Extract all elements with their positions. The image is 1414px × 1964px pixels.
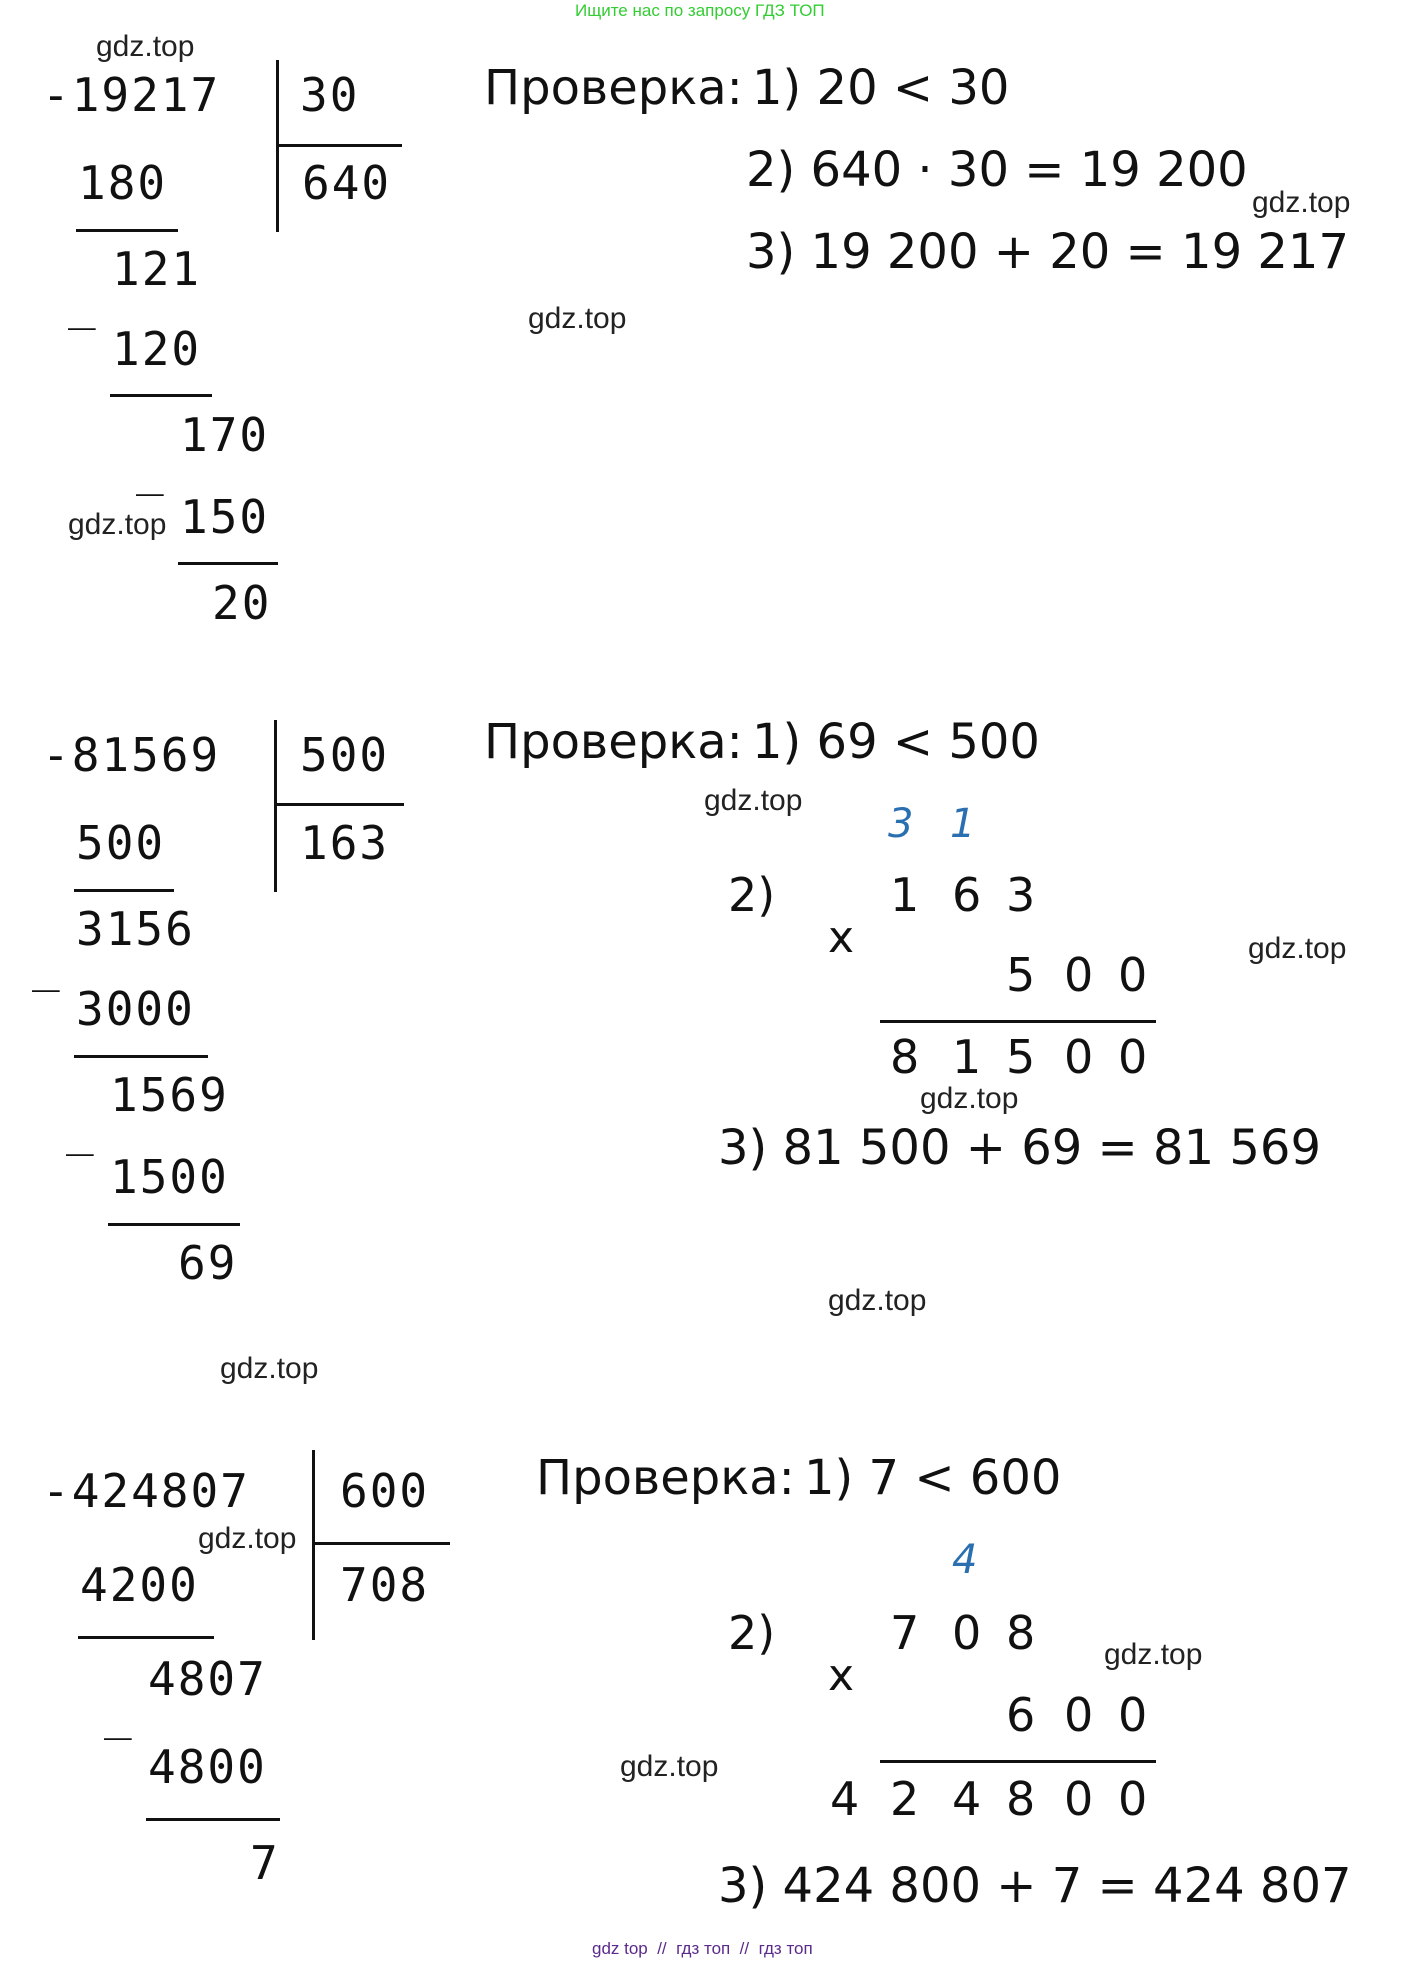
product-digit: 0	[1118, 1772, 1148, 1826]
multiplicand-digit: 8	[1006, 1606, 1036, 1660]
divisor: 500	[300, 728, 390, 782]
carry-digit: 1	[950, 801, 976, 847]
division-bar-horizontal	[314, 1542, 450, 1545]
header-link[interactable]: Ищите нас по запросу ГДЗ ТОП	[575, 1, 825, 20]
multiplier-digit: 0	[1064, 1688, 1094, 1742]
watermark: gdz.top	[68, 508, 167, 541]
step-underline	[78, 1636, 214, 1639]
minus-sign: _	[66, 1102, 96, 1156]
product-digit: 1	[952, 1030, 982, 1084]
step-subtrahend: 500	[76, 816, 166, 870]
step-underline	[178, 562, 278, 565]
check-step-2: 2) 640 · 30 = 19 200	[746, 142, 1248, 198]
watermark: gdz.top	[920, 1082, 1019, 1115]
multiplication-line	[880, 1760, 1156, 1763]
quotient: 640	[302, 156, 392, 210]
step-subtrahend: 1500	[110, 1150, 229, 1204]
step-underline	[108, 1223, 240, 1226]
product-digit: 8	[1006, 1772, 1036, 1826]
step-underline	[74, 1055, 208, 1058]
watermark: gdz.top	[828, 1284, 927, 1317]
step-remainder: 170	[180, 408, 270, 462]
minus-sign: _	[32, 938, 62, 992]
division-bar-horizontal	[276, 803, 404, 806]
division-bar-vertical	[312, 1450, 315, 1640]
check-step-1: 1) 69 < 500	[752, 714, 1040, 770]
minus-sign: _	[136, 442, 166, 496]
check-title: Проверка:	[536, 1450, 795, 1506]
step-underline	[110, 394, 212, 397]
step-subtrahend: 120	[112, 322, 202, 376]
product-digit: 4	[952, 1772, 982, 1826]
final-remainder: 69	[178, 1236, 238, 1290]
divisor: 30	[300, 68, 360, 122]
step-remainder: 1569	[110, 1068, 229, 1122]
product-digit: 0	[1064, 1772, 1094, 1826]
product-digit: 5	[1006, 1030, 1036, 1084]
multiplier-digit: 6	[1006, 1688, 1036, 1742]
step-subtrahend: 3000	[76, 982, 195, 1036]
divisor: 600	[340, 1464, 430, 1518]
check-step-3: 3) 424 800 + 7 = 424 807	[718, 1858, 1352, 1914]
multiplicand-digit: 3	[1006, 868, 1036, 922]
multiplier-digit: 0	[1118, 1688, 1148, 1742]
carry-digit: 3	[888, 801, 914, 847]
division-bar-horizontal	[278, 144, 402, 147]
step-underline	[146, 1818, 280, 1821]
multiplier-digit: 0	[1118, 948, 1148, 1002]
step-remainder: 4807	[148, 1652, 267, 1706]
multiplicand-digit: 7	[890, 1606, 920, 1660]
check-step-1: 1) 20 < 30	[752, 60, 1010, 116]
final-remainder: 7	[250, 1836, 280, 1890]
watermark: gdz.top	[1252, 186, 1351, 219]
division-bar-vertical	[274, 720, 277, 892]
check-title: Проверка:	[484, 714, 743, 770]
multiplication-line	[880, 1020, 1156, 1023]
final-remainder: 20	[212, 576, 272, 630]
check-step-3: 3) 19 200 + 20 = 19 217	[746, 224, 1349, 280]
multiplicand-digit: 0	[952, 1606, 982, 1660]
dividend: -424807	[42, 1464, 250, 1518]
quotient: 708	[340, 1558, 430, 1612]
multiplicand-digit: 6	[952, 868, 982, 922]
watermark: gdz.top	[528, 302, 627, 335]
multiply-sign: x	[828, 1650, 855, 1701]
step-subtrahend: 4800	[148, 1740, 267, 1794]
check-title: Проверка:	[484, 60, 743, 116]
product-digit: 2	[890, 1772, 920, 1826]
check-step-1: 1) 7 < 600	[804, 1450, 1062, 1506]
step-subtrahend: 150	[180, 490, 270, 544]
dividend: -19217	[42, 68, 221, 122]
quotient: 163	[300, 816, 390, 870]
watermark: gdz.top	[96, 30, 195, 63]
watermark: gdz.top	[220, 1352, 319, 1385]
step-subtrahend: 4200	[80, 1558, 199, 1612]
watermark: gdz.top	[198, 1522, 297, 1555]
multiplicand-digit: 1	[890, 868, 920, 922]
watermark: gdz.top	[1248, 932, 1347, 965]
product-digit: 8	[890, 1030, 920, 1084]
check-step-2-label: 2)	[728, 1606, 776, 1660]
step-underline	[76, 229, 178, 232]
multiplier-digit: 5	[1006, 948, 1036, 1002]
check-step-3: 3) 81 500 + 69 = 81 569	[718, 1120, 1321, 1176]
watermark: gdz.top	[704, 784, 803, 817]
watermark: gdz.top	[620, 1750, 719, 1783]
product-digit: 0	[1064, 1030, 1094, 1084]
step-underline	[74, 889, 174, 892]
minus-sign: _	[104, 1686, 134, 1740]
watermark: gdz.top	[1104, 1638, 1203, 1671]
carry-digit: 4	[952, 1537, 978, 1583]
minus-sign: _	[68, 276, 98, 330]
product-digit: 0	[1118, 1030, 1148, 1084]
step-subtrahend: 180	[78, 156, 168, 210]
multiply-sign: x	[828, 912, 855, 963]
step-remainder: 3156	[76, 902, 195, 956]
footer-links[interactable]: gdz top // гдз топ // гдз топ	[592, 1939, 813, 1958]
product-digit: 4	[830, 1772, 860, 1826]
step-remainder: 121	[112, 242, 202, 296]
multiplier-digit: 0	[1064, 948, 1094, 1002]
check-step-2-label: 2)	[728, 868, 776, 922]
dividend: -81569	[42, 728, 221, 782]
